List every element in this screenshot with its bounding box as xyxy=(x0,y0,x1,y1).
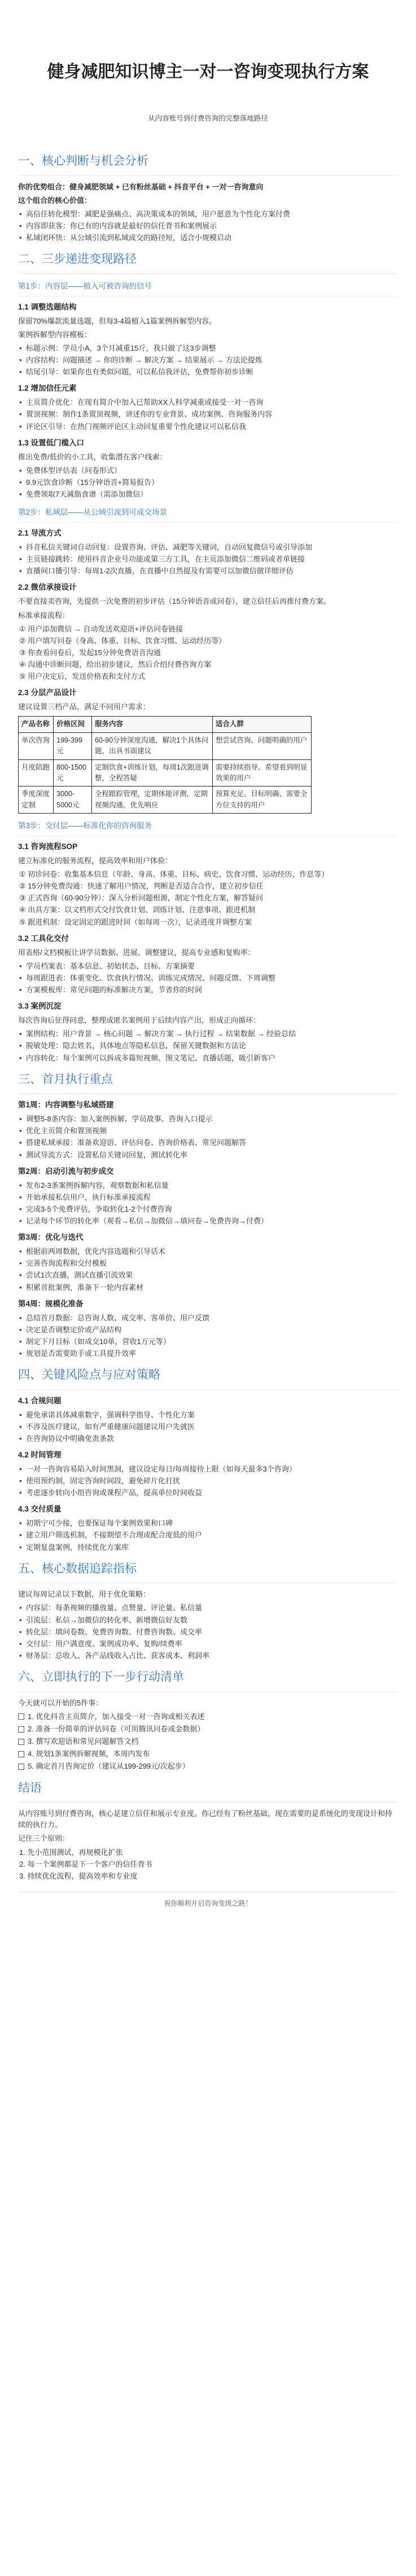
table-cell: 月度陪跑 xyxy=(19,759,54,787)
list-item: 2. 每一个案例都是下一个客户的信任背书 xyxy=(19,1859,152,1868)
divider xyxy=(18,1892,398,1893)
metrics-list xyxy=(18,1602,398,1662)
risk-1-list xyxy=(18,1409,398,1444)
list-item: • 测试导流方式：设置私信关键词回复，测试转化率 xyxy=(18,1150,398,1161)
list-item: • 一对一咨询容易陷入时间黑洞，建议设定每日/每周接待上限（如每天最多3个咨询） xyxy=(18,1464,398,1475)
logic-title: 这个组合的核心价值： xyxy=(18,196,92,205)
list-item: ② 用户填写问卷（身高、体重、目标、饮食习惯、运动经历等） xyxy=(19,636,226,645)
list-item: • 记录每个环节的转化率（观看→私信→加微信→填问卷→免费咨询→付费） xyxy=(18,1216,398,1227)
case-list xyxy=(18,1028,398,1063)
table-cell: 全程跟踪管理，定期体能评测，定期视频沟通，优先响应 xyxy=(92,787,213,814)
list-item: • 转化层：填问卷数、免费咨询数、付费咨询数、成交率 xyxy=(18,1627,398,1638)
list-item: • 引流层：私信→加微信的转化率、新增微信好友数 xyxy=(18,1615,398,1626)
table-cell: 199-399元 xyxy=(54,732,92,759)
risk-1-title: 4.1 合规问题 xyxy=(18,1396,62,1405)
table-cell: 预算充足、目标明确、需要全方位支持的用户 xyxy=(212,787,311,814)
list-item: 1. 先小范围测试，再规模化扩张 xyxy=(19,1848,123,1857)
week-3-list xyxy=(18,1246,398,1293)
list-item: • 总结首月数据：总咨询人数、成交率、客单价、用户反馈 xyxy=(18,1313,398,1324)
list-item: • 交付层：用户满意度、案例成功率、复购/续费率 xyxy=(18,1638,398,1650)
subsection-3-1: 3.1 咨询流程SOP xyxy=(18,842,78,851)
week-3-title: 第3周：优化与迭代 xyxy=(18,1233,84,1242)
checkbox-icon[interactable] xyxy=(18,1739,24,1745)
list-item: • 案例结构：用户背景 → 核心问题 → 解决方案 → 执行过程 → 结果数据 → 经验总结 xyxy=(18,1028,398,1040)
table-header-cell: 价格区间 xyxy=(54,717,92,732)
table-cell: 季度深度定制 xyxy=(19,787,54,814)
table-cell: 单次咨询 xyxy=(19,732,54,759)
list-item: • 主页简介优化：在现有简介中加入已帮助XX人科学减重或接受一对一咨询 xyxy=(18,397,398,408)
list-item: • 财务层：总收入、各产品线收入占比、获客成本、利润率 xyxy=(18,1650,398,1662)
list-item: • 不涉及医疗建议，如有严重健康问题建议用户先就医 xyxy=(18,1421,398,1433)
table-row xyxy=(19,759,312,787)
table-cell: 需要持续指导、希望看到明显效果的用户 xyxy=(212,759,311,787)
section-6-heading: 六、立即执行的下一步行动清单 xyxy=(18,1668,398,1692)
list-item: • 根据前两周数据，优化内容选题和引导话术 xyxy=(18,1246,398,1257)
risk-2-title: 4.2 时间管理 xyxy=(18,1451,62,1460)
list-item: • 免费体型评估表（问卷形式） xyxy=(18,465,398,476)
list-item: ⑤ 用户决定后，发送价格表和支付方式 xyxy=(19,672,146,681)
list-item: ⑤ 跟进机制：设定固定的跟进时间（如每周一次），记录进度并调整方案 xyxy=(19,917,252,926)
list-item: ③ 你查看问卷后，发起15分钟免费语音沟通 xyxy=(19,648,161,657)
list-item: • 在咨询协议中明确免责条款 xyxy=(18,1433,398,1444)
list-item: • 免费领取7天减脂食谱（需添加微信） xyxy=(18,489,398,500)
paragraph: 每次咨询后征得同意，整理成匿名案例用于后续内容产出，形成正向循环： xyxy=(18,1016,261,1025)
list-item: • 尝试1次直播，测试直播引流效果 xyxy=(18,1270,398,1281)
table-cell: 想尝试咨询、问题明确的用户 xyxy=(212,732,311,759)
list-item: • 直播间口播引导：每周1-2次直播，在直播中自然提及有需要可以加微信做详细评估 xyxy=(18,565,398,577)
list-item: • 内容结构：问题描述 → 你的诊断 → 解决方案 → 结果展示 → 方法论提炼 xyxy=(18,355,398,366)
list-item: ④ 出具方案：以文档形式交付饮食计划、训练计划、注意事项、跟进机制 xyxy=(19,905,256,914)
list-item: • 初期宁可少接，也要保证每个案例效果和口碑 xyxy=(18,1518,398,1529)
paragraph: 案例拆解型内容模板： xyxy=(18,330,92,339)
conclusion-paragraph: 从内容账号到付费咨询，核心是建立信任和展示专业度。你已经有了粉丝基础，现在需要的是系统化的变现设计和持续的执行力。 xyxy=(18,1809,393,1830)
list-item: • 规划是否需要助手或工具提升效率 xyxy=(18,1348,398,1359)
list-item: • 结尾引导：如果你也有类似问题，可以私信我评估，免费帮你初步诊断 xyxy=(18,366,398,378)
flow-steps xyxy=(18,624,398,683)
list-item: • 积累首批案例，准备下一轮内容素材 xyxy=(18,1282,398,1293)
principles-title: 记住三个原则： xyxy=(18,1834,70,1843)
list-item: • 评论区引导：在热门视频评论区主动回复重要个性化建议可以私信我 xyxy=(18,421,398,432)
list-item: • 优化主页简介和置顶视频 xyxy=(18,1125,398,1137)
subsection-3-3: 3.3 案例沉淀 xyxy=(18,1002,62,1011)
checkbox-icon[interactable] xyxy=(18,1713,24,1720)
subsection-1-3: 1.3 设置低门槛入口 xyxy=(18,438,85,447)
list-item: • 发布2-3条案例拆解内容，观察数据和私信量 xyxy=(18,1180,398,1191)
section-2-heading: 二、三步递进变现路径 xyxy=(18,250,398,274)
tool-list xyxy=(18,961,398,996)
paragraph: 保留70%爆款流量选题，但每3-4篇植入1篇案例拆解型内容。 xyxy=(18,316,217,325)
table-cell: 3000-5000元 xyxy=(54,787,92,814)
list-item: • 使用预约制，固定咨询时间段，避免碎片化打扰 xyxy=(18,1475,398,1487)
section-3-heading: 三、首月执行重点 xyxy=(18,1071,398,1094)
week-2-title: 第2周：启动引流与初步成交 xyxy=(18,1167,114,1176)
checkbox-icon[interactable] xyxy=(18,1751,24,1757)
paragraph: 标准承接流程： xyxy=(18,611,70,620)
table-row xyxy=(19,732,312,759)
checklist-label: 5. 确定首月咨询定价（建议从199-299元/次起步） xyxy=(28,1762,190,1771)
list-item: ④ 沟通中诊断问题，给出初步建议，然后介绍付费咨询方案 xyxy=(19,660,212,669)
section-5-heading: 五、核心数据追踪指标 xyxy=(18,1560,398,1584)
list-item: • 主页链接跳转：使用抖音企业号功能或第三方工具，在主页添加微信二维码或者单链接 xyxy=(18,554,398,565)
list-item: ① 初诊问卷：收集基本信息（年龄、身高、体重、目标、病史、饮食习惯、运动经历、作息等） xyxy=(19,870,329,879)
action-checklist xyxy=(18,1711,398,1773)
risk-2-list xyxy=(18,1464,398,1499)
week-2-list xyxy=(18,1180,398,1227)
week-4-list xyxy=(18,1313,398,1360)
table-cell: 800-1500元 xyxy=(54,759,92,787)
checkbox-icon[interactable] xyxy=(18,1764,24,1770)
principles-list xyxy=(18,1847,398,1882)
list-item: ② 15分钟免费沟通：快速了解用户情况，判断是否适合合作，建立初步信任 xyxy=(19,882,264,891)
table-header-cell: 适合人群 xyxy=(212,717,311,732)
list-item: 3. 持续优化流程，提高效率和专业度 xyxy=(19,1871,138,1880)
list-item: • 私域闭环快：从公域引流到私域成交的路径短，适合小规模启动 xyxy=(18,232,398,244)
list-item: • 每周跟进表：体重变化、饮食执行情况、训练完成情况、问题反馈、下周调整 xyxy=(18,973,398,984)
list-item: • 考虑逐步转向小组咨询或课程产品，提高单位时间收益 xyxy=(18,1487,398,1499)
list-item: • 内容转化：每个案例可以拆成多篇短视频、图文笔记、直播话题，吸引新客户 xyxy=(18,1053,398,1064)
list-item: • 学员档案表：基本信息、初始状态、目标、方案摘要 xyxy=(18,961,398,972)
table-header-cell: 产品名称 xyxy=(19,717,54,732)
advantage-line: 你的优势组合：健身减肥领域 + 已有粉丝基础 + 抖音平台 + 一对一咨询意向 xyxy=(18,182,264,191)
section-1-heading: 一、核心判断与机会分析 xyxy=(18,152,398,176)
list-item: • 定期复盘案例，持续优化方案库 xyxy=(18,1542,398,1553)
checklist-label: 2. 准备一份简单的评估问卷（可用腾讯问卷或金数据） xyxy=(28,1724,205,1733)
subsection-3-2: 3.2 工具化交付 xyxy=(18,934,69,943)
entry-list xyxy=(18,465,398,500)
list-item: • 脱敏处理：隐去姓名，具体地点等隐私信息，保留关键数据和方法论 xyxy=(18,1040,398,1051)
product-table xyxy=(18,716,312,814)
sop-steps xyxy=(18,869,398,928)
list-item: • 内容即获客：你已有的内容就是最好的信任背书和案例展示 xyxy=(18,220,398,232)
checklist-label: 1. 优化抖音主页简介，加入接受一对一咨询或相关表述 xyxy=(28,1712,205,1721)
table-row xyxy=(19,787,312,814)
list-item: • 标题示例：学员小A，3个月减重15斤，我只做了这3步调整 xyxy=(18,343,398,354)
paragraph: 建议每周记录以下数据，用于优化策略： xyxy=(18,1590,151,1599)
table-cell: 60-90分钟深度沟通，解决1个具体问题，出具书面建议 xyxy=(92,732,213,759)
section-4-heading: 四、关键风险点与应对策略 xyxy=(18,1366,398,1390)
checkbox-icon[interactable] xyxy=(18,1726,24,1733)
week-4-title: 第4周：规模化准备 xyxy=(18,1299,84,1308)
subsection-1-1: 1.1 调整选题结构 xyxy=(18,302,77,311)
list-item: • 避免承诺具体减重数字，强调科学指导、个性化方案 xyxy=(18,1409,398,1421)
traffic-list xyxy=(18,542,398,577)
subsection-1-2: 1.2 增加信任元素 xyxy=(18,384,77,393)
checklist-label: 3. 撰写欢迎语和常见问题解答文档 xyxy=(28,1737,139,1746)
list-item: ③ 正式咨询（60-90分钟）：深入分析问题根源，制定个性化方案，解答疑问 xyxy=(19,894,264,903)
subsection-2-1: 2.1 导流方式 xyxy=(18,529,62,538)
list-item: • 决定是否调整定价或产品结构 xyxy=(18,1324,398,1336)
list-item: • 开始承接私信用户，执行标准承接流程 xyxy=(18,1192,398,1203)
checklist-item[interactable] xyxy=(18,1724,398,1735)
list-item: • 调整5-8条内容：加入案例拆解、学员故事、咨询入口提示 xyxy=(18,1114,398,1125)
checklist-item[interactable] xyxy=(18,1748,398,1760)
week-1-title: 第1周：内容调整与私域搭建 xyxy=(18,1101,114,1110)
footer-text: 祝你顺利开启咨询变现之路！ xyxy=(164,1899,252,1907)
conclusion-heading: 结语 xyxy=(18,1779,398,1803)
stage-3-label: 第3步：交付层——标准化你的咨询服务 xyxy=(18,820,398,836)
subsection-2-3: 2.3 分层产品设计 xyxy=(18,688,77,697)
paragraph: 建议设置三档产品，满足不同用户需求： xyxy=(18,702,151,712)
paragraph: 今天就可以开始的5件事： xyxy=(18,1698,103,1707)
list-item: ① 用户添加微信 → 自动发送欢迎语+评估问卷链接 xyxy=(19,624,183,633)
list-item: • 高信任转化模型：减肥是强痛点、高决策成本的领域，用户愿意为个性化方案付费 xyxy=(18,209,398,220)
checklist-item[interactable] xyxy=(18,1761,398,1772)
paragraph: 建立标准化的服务流程，提高效率和用户体验： xyxy=(18,856,173,865)
table-header-cell: 服务内容 xyxy=(92,717,213,732)
page-title: 健身减肥知识博主一对一咨询变现执行方案 xyxy=(47,63,369,81)
list-item: • 内容层：每条视频的播放量、点赞量、评论量、私信量 xyxy=(18,1602,398,1614)
risk-3-list xyxy=(18,1518,398,1553)
subsection-2-2: 2.2 微信承接设计 xyxy=(18,583,77,592)
checklist-label: 4. 规划1条案例拆解视频，本周内发布 xyxy=(28,1749,150,1758)
page-subtitle: 从内容账号到付费咨询的完整落地路径 xyxy=(148,114,268,122)
section-1-list xyxy=(18,209,398,244)
table-header-row xyxy=(19,717,312,732)
list-item: • 置顶视频：制作1条置顶视频，讲述你的专业背景、成功案例、咨询服务内容 xyxy=(18,409,398,420)
checklist-item[interactable] xyxy=(18,1736,398,1747)
trust-list xyxy=(18,397,398,432)
paragraph: 用表格/文档模板让讲学员数据、进展、调整建议，提高专业感和复购率： xyxy=(18,948,255,957)
template-list xyxy=(18,343,398,378)
week-1-list xyxy=(18,1114,398,1161)
table-cell: 定制饮食+训练计划，每周1次跟进调整，全程答疑 xyxy=(92,759,213,787)
list-item: • 完善咨询流程和交付模板 xyxy=(18,1258,398,1269)
list-item: • 9.9元饮食诊断（15分钟语音+简易报告） xyxy=(18,477,398,488)
paragraph: 不要直接卖咨询，先提供一次免费的初步评估（15分钟语音或问卷），建立信任后再推付费方案。 xyxy=(18,597,331,606)
stage-1-label: 第1步：内容层——植入可被咨询的信号 xyxy=(18,281,398,297)
stage-2-label: 第2步：私域层——从公域引流到可成交场景 xyxy=(18,507,398,523)
list-item: • 建立用户筛选机制，不接期望不合理或配合度低的用户 xyxy=(18,1530,398,1541)
paragraph: 推出免费/低价的小工具，收集潜在客户线索： xyxy=(18,452,167,461)
top-spacer xyxy=(18,0,398,61)
list-item: • 制定下月目标（如成交10单，营收1万元等） xyxy=(18,1336,398,1347)
checklist-item[interactable] xyxy=(18,1711,398,1722)
list-item: • 搭建私域承接：准备欢迎语、评估问卷、咨询价格表、常见问题解答 xyxy=(18,1137,398,1148)
list-item: • 完成3-5个免费评估，争取转化1-2个付费咨询 xyxy=(18,1204,398,1215)
list-item: • 方案模板库：常见问题的标准解决方案，节省你的时间 xyxy=(18,984,398,996)
risk-3-title: 4.3 交付质量 xyxy=(18,1505,62,1514)
list-item: • 抖音私信关键词自动回复：设置咨询、评估、减肥等关键词，自动回复微信号或引导添加 xyxy=(18,542,398,553)
